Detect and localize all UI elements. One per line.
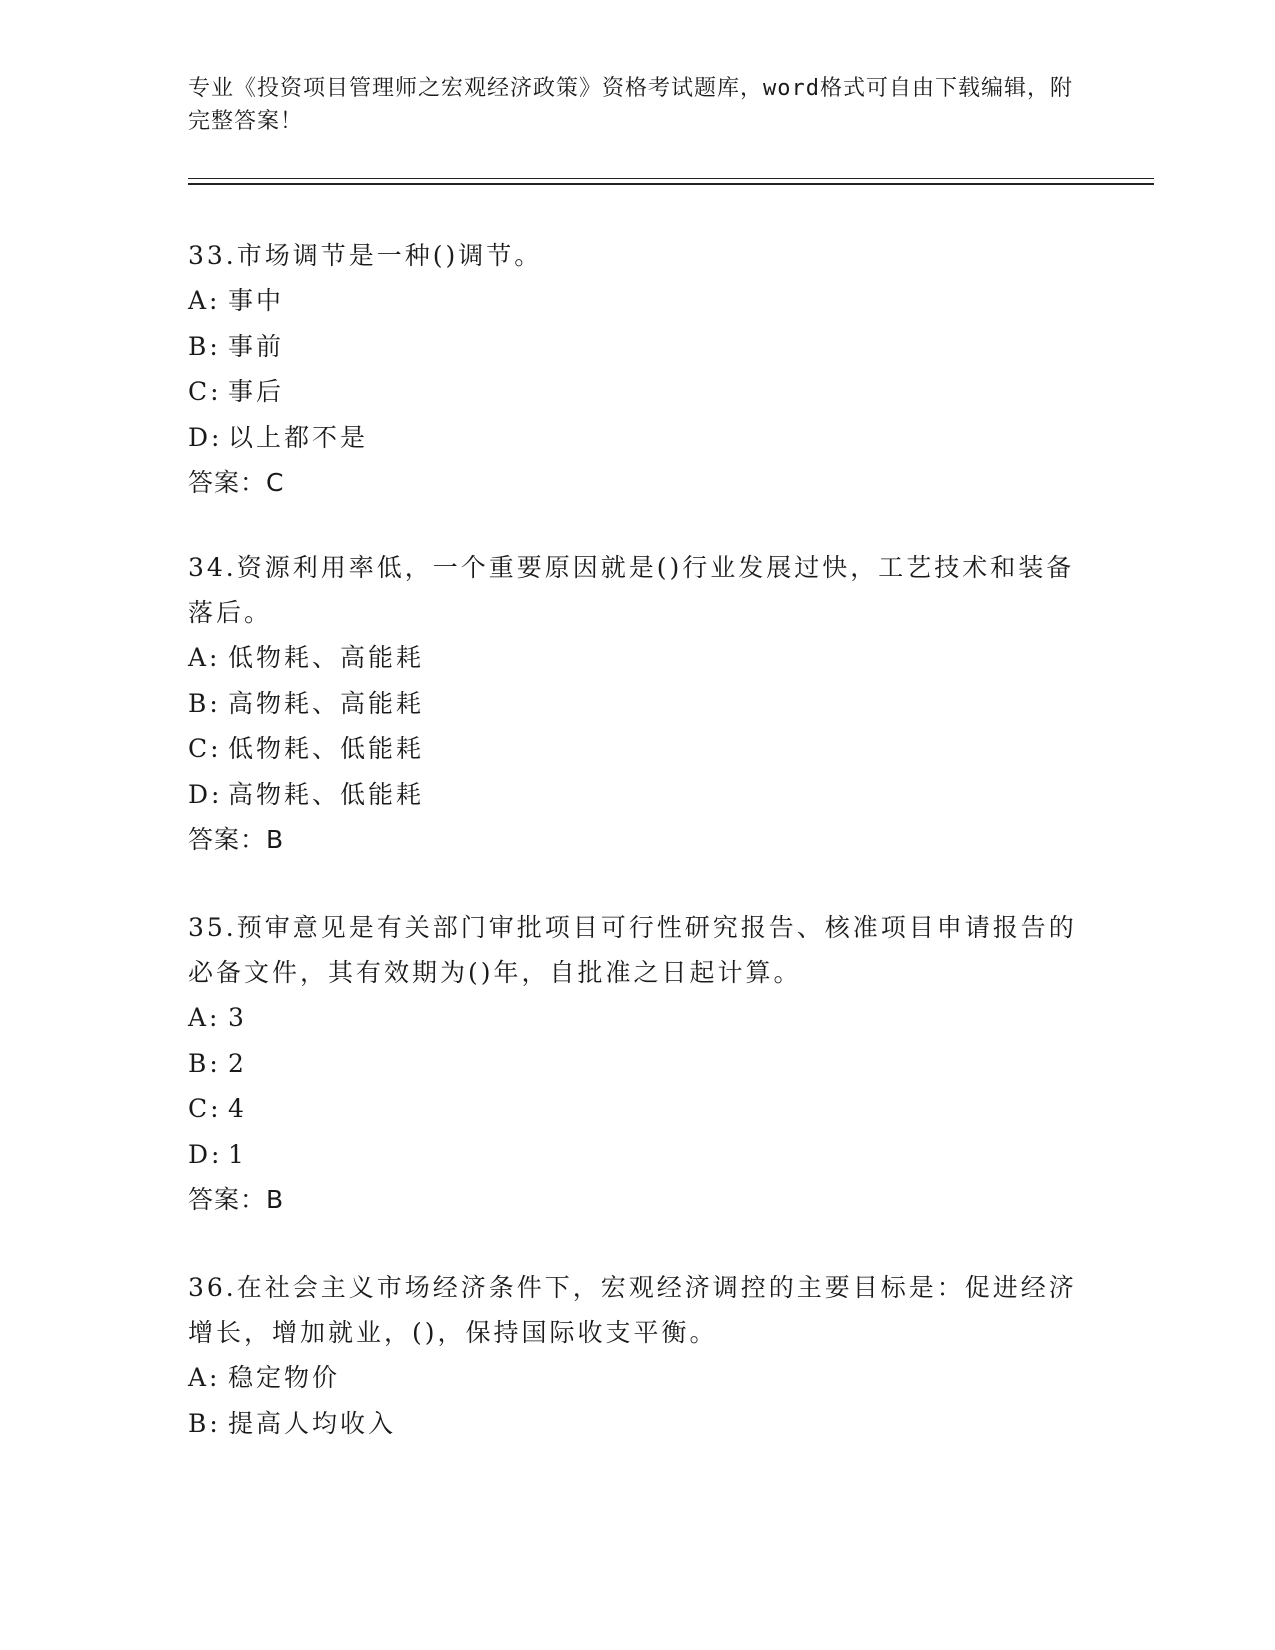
option-text: 4 — [228, 1094, 247, 1123]
option-c — [188, 1086, 1078, 1132]
document-header: 专业《投资项目管理师之宏观经济政策》资格考试题库，word格式可自由下载编辑，附完整答案！ — [188, 76, 1073, 134]
option-letter: D: — [188, 1139, 223, 1169]
header-divider-thin — [188, 178, 1154, 179]
option-text: 稳定物价 — [228, 1363, 341, 1392]
option-letter: C: — [188, 377, 222, 406]
option-letter: D: — [188, 779, 223, 809]
option-d — [188, 1132, 1078, 1178]
option-c — [188, 369, 1078, 415]
option-letter: A: — [188, 286, 221, 315]
option-text: 高物耗、高能耗 — [228, 688, 425, 718]
option-letter: C: — [188, 1094, 222, 1123]
question-33 — [188, 233, 1078, 505]
option-c — [188, 726, 1078, 772]
option-text: 事中 — [228, 286, 285, 315]
answer-text: 答案：B — [188, 825, 285, 854]
option-b — [188, 681, 1078, 727]
option-text: 以上都不是 — [228, 422, 369, 452]
option-a — [188, 278, 1078, 324]
question-stem: 33.市场调节是一种()调节。 — [188, 241, 543, 270]
question-34 — [188, 545, 1078, 862]
option-a — [188, 1355, 1078, 1401]
option-text: 3 — [228, 1003, 247, 1032]
header-divider-thick — [188, 183, 1154, 185]
option-letter: B: — [188, 331, 221, 361]
option-text: 高物耗、低能耗 — [228, 779, 425, 809]
option-letter: D: — [188, 422, 223, 452]
option-letter: C: — [188, 734, 222, 763]
option-text: 事后 — [228, 377, 285, 406]
option-d — [188, 415, 1078, 461]
option-text: 2 — [228, 1048, 247, 1078]
option-a — [188, 635, 1078, 681]
question-35 — [188, 905, 1078, 1222]
answer-text: 答案：C — [188, 468, 285, 497]
option-d — [188, 772, 1078, 818]
question-stem: 36.在社会主义市场经济条件下，宏观经济调控的主要目标是：促进经济增长，增加就业，()，保持国际收支平衡。 — [188, 1273, 1077, 1347]
option-text: 低物耗、低能耗 — [228, 734, 425, 763]
question-stem: 35.预审意见是有关部门审批项目可行性研究报告、核准项目申请报告的必备文件，其有效期为()年，自批准之日起计算。 — [188, 913, 1077, 987]
option-text: 提高人均收入 — [228, 1408, 397, 1438]
option-text: 事前 — [228, 331, 285, 361]
option-letter: A: — [188, 1003, 221, 1032]
option-text: 低物耗、高能耗 — [228, 643, 425, 672]
option-a — [188, 995, 1078, 1041]
option-letter: A: — [188, 1363, 221, 1392]
option-letter: B: — [188, 1048, 221, 1078]
option-letter: B: — [188, 1408, 221, 1438]
question-stem: 34.资源利用率低，一个重要原因就是()行业发展过快，工艺技术和装备落后。 — [188, 553, 1075, 627]
option-letter: B: — [188, 688, 221, 718]
option-b — [188, 1041, 1078, 1087]
option-letter: A: — [188, 643, 221, 672]
option-text: 1 — [228, 1139, 247, 1169]
option-b — [188, 324, 1078, 370]
option-b — [188, 1401, 1078, 1447]
question-36 — [188, 1265, 1078, 1446]
answer-text: 答案：B — [188, 1185, 285, 1214]
